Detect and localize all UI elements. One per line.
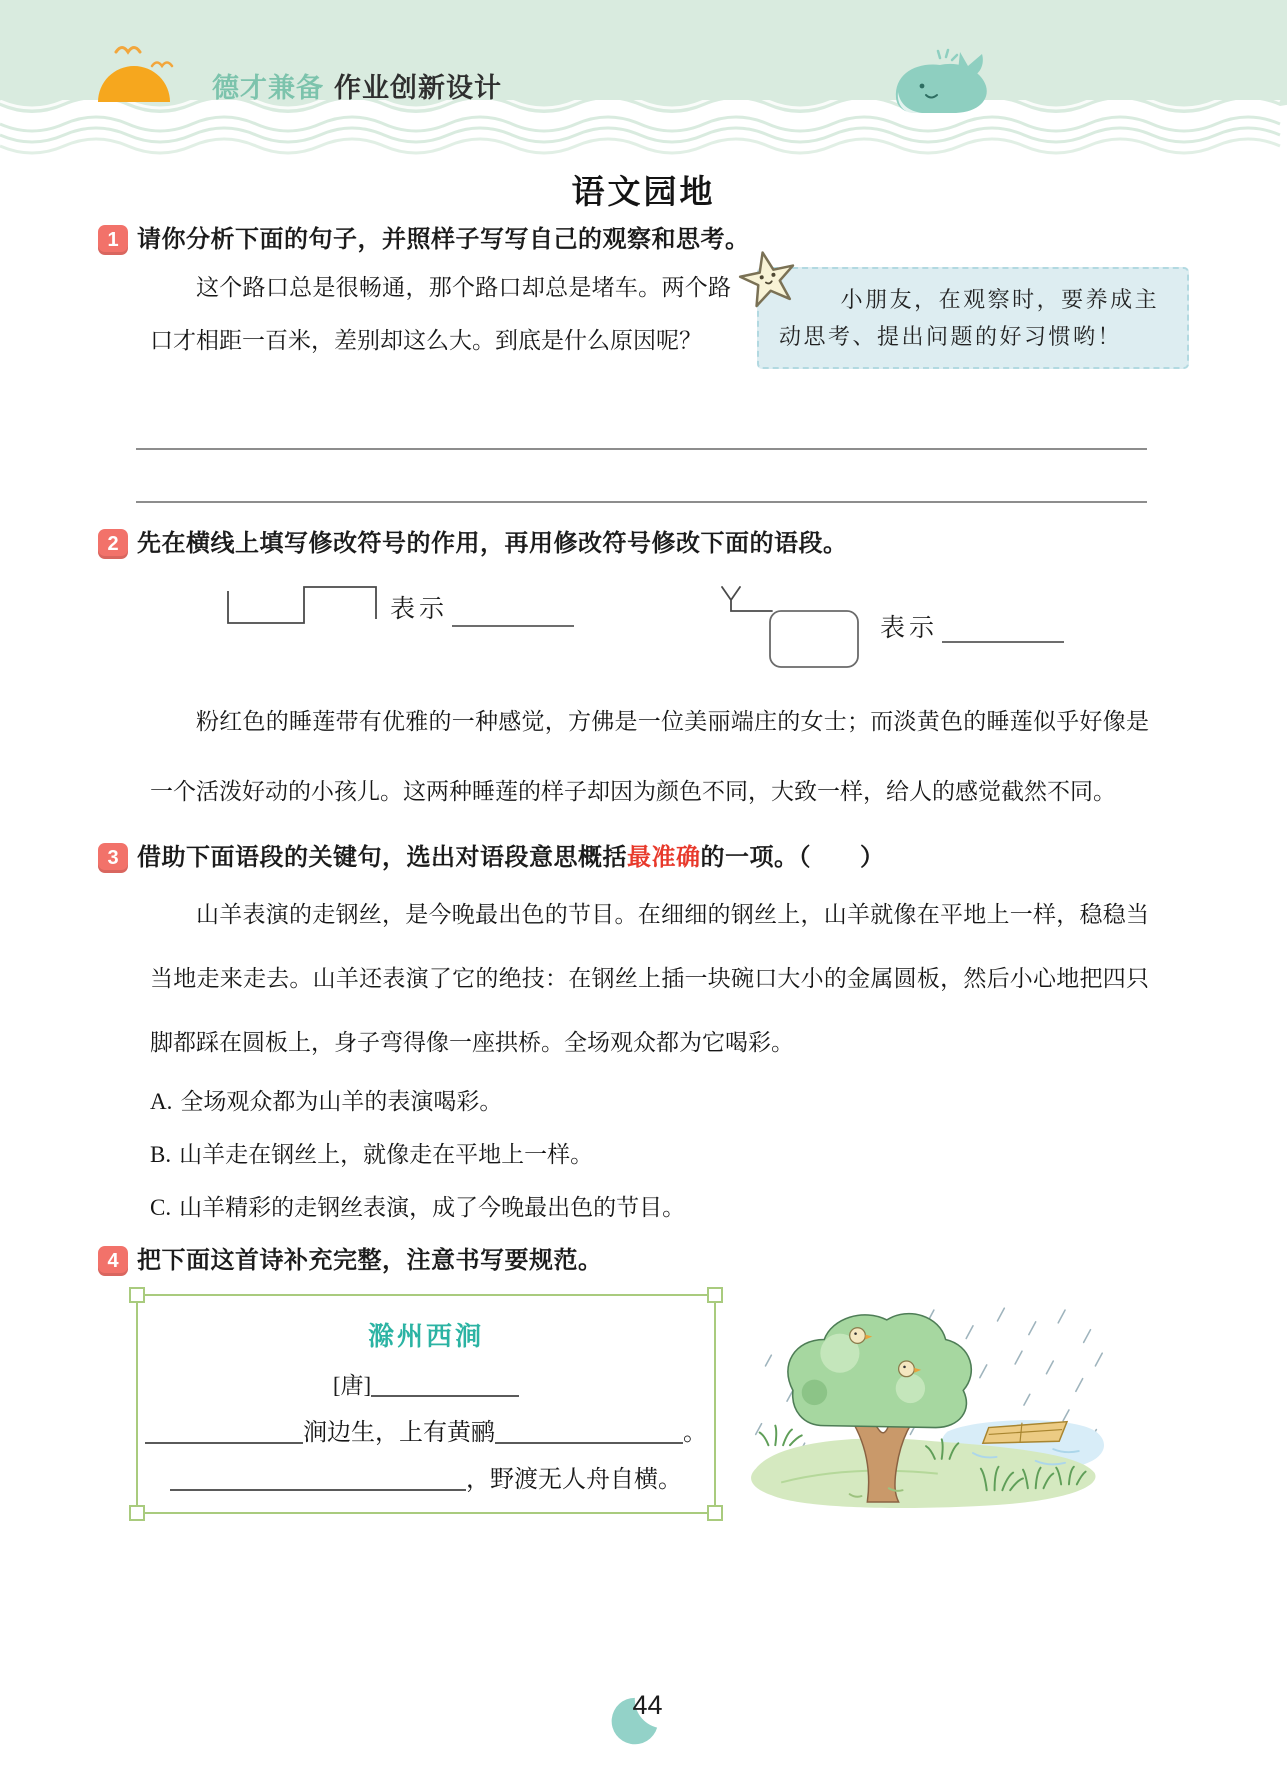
worksheet-content bbox=[0, 223, 1287, 1522]
symbol-meaning-blank[interactable] bbox=[942, 611, 1064, 643]
brand bbox=[212, 66, 502, 105]
header-waves-decoration bbox=[0, 100, 1287, 156]
poem-illustration bbox=[742, 1294, 1114, 1522]
option-label: A. bbox=[150, 1089, 173, 1114]
poem-frame-corner bbox=[129, 1287, 145, 1303]
option-text: 山羊走在钢丝上，就像走在平地上一样。 bbox=[179, 1142, 594, 1167]
question-number-badge: 2 bbox=[98, 529, 128, 559]
delete-symbol-icon bbox=[714, 583, 868, 671]
poem-text: 。 bbox=[683, 1420, 707, 1446]
option-row-c bbox=[150, 1181, 1189, 1234]
example-paragraph: 这个路口总是很畅通，那个路口却总是堵车。两个路口才相距一百米，差别却这么大。到底是什么原因呢？ bbox=[150, 275, 731, 353]
poem-frame-corner bbox=[707, 1287, 723, 1303]
question-3-heading bbox=[98, 841, 1189, 875]
poem-frame-corner bbox=[129, 1505, 145, 1521]
star-mascot-icon bbox=[737, 247, 799, 309]
question-1-heading bbox=[98, 223, 1189, 257]
prompt-text-with-answer-bracket: 的一项。（ ） bbox=[700, 844, 885, 871]
poem-text: ，野渡无人舟自横。 bbox=[466, 1467, 682, 1493]
symbol-meaning-blank[interactable] bbox=[452, 595, 574, 627]
prompt-text: 借助下面语段的关键句，选出对语段意思概括 bbox=[137, 844, 627, 871]
brand-suffix: 作业创新设计 bbox=[334, 73, 502, 103]
question-1-body bbox=[98, 261, 1189, 383]
poem-blank[interactable] bbox=[170, 1462, 466, 1491]
question-prompt: 请你分析下面的句子，并照样子写写自己的观察和思考。 bbox=[137, 226, 750, 253]
option-label: C. bbox=[150, 1195, 172, 1220]
question-2 bbox=[98, 527, 1189, 827]
poem-line-2 bbox=[138, 1459, 714, 1494]
transpose-symbol-icon bbox=[226, 583, 378, 627]
answer-line-2[interactable] bbox=[136, 450, 1147, 503]
tip-bubble bbox=[757, 267, 1189, 369]
poem-dynasty: [唐] bbox=[332, 1373, 372, 1398]
question-prompt: 把下面这首诗补充完整，注意书写要规范。 bbox=[137, 1247, 603, 1274]
page-header bbox=[0, 0, 1287, 156]
question-prompt bbox=[137, 841, 885, 875]
whale-icon bbox=[882, 42, 1000, 116]
option-row-a bbox=[150, 1075, 1189, 1128]
poem-frame-corner bbox=[707, 1505, 723, 1521]
page-number: 44 bbox=[632, 1690, 663, 1720]
question-number-badge: 1 bbox=[98, 225, 128, 255]
tip-text: 小朋友，在观察时，要养成主动思考、提出问题的好习惯哟！ bbox=[779, 287, 1160, 349]
sun-logo-icon bbox=[86, 36, 216, 102]
answer-line-1[interactable] bbox=[136, 397, 1147, 450]
poem-box bbox=[136, 1294, 716, 1514]
delete-symbol-group bbox=[714, 583, 1064, 671]
transpose-symbol-group bbox=[226, 583, 574, 627]
question-prompt: 先在横线上填写修改符号的作用，再用修改符号修改下面的语段。 bbox=[137, 530, 848, 557]
brand-name: 德才兼备 bbox=[212, 73, 324, 103]
page-footer bbox=[0, 1690, 1287, 1750]
option-row-b bbox=[150, 1128, 1189, 1181]
page-title: 语文园地 bbox=[571, 173, 716, 210]
question-2-passage: 粉红色的睡莲带有优雅的一种感觉，方佛是一位美丽端庄的女士；而淡黄色的睡莲似乎好像是一个活泼好动的小孩儿。这两种睡莲的样子却因为颜色不同，大致一样，给人的感觉截然不同。 bbox=[150, 709, 1149, 804]
question-3 bbox=[98, 841, 1189, 1234]
question-3-passage: 山羊表演的走钢丝，是今晚最出色的节目。在细细的钢丝上，山羊就像在平地上一样，稳稳当当地走来走去。山羊还表演了它的绝技：在钢丝上插一块碗口大小的金属圆板，然后小心地把四只脚都踩在圆板上，身子弯得像一座拱桥。全场观众都为它喝彩。 bbox=[150, 902, 1149, 1055]
option-text: 山羊精彩的走钢丝表演，成了今晚最出色的节目。 bbox=[179, 1195, 686, 1220]
option-label: B. bbox=[150, 1142, 172, 1167]
symbol-label: 表示 bbox=[880, 615, 939, 642]
option-text: 全场观众都为山羊的表演喝彩。 bbox=[180, 1089, 503, 1114]
question-4-heading bbox=[98, 1244, 1189, 1278]
poem-title: 滁州西涧 bbox=[367, 1321, 484, 1351]
prompt-highlight: 最准确 bbox=[627, 844, 701, 871]
question-1 bbox=[98, 223, 1189, 503]
symbol-label: 表示 bbox=[390, 596, 449, 623]
poem-line-1 bbox=[138, 1412, 714, 1447]
poem-blank[interactable] bbox=[145, 1415, 303, 1444]
question-number-badge: 3 bbox=[98, 843, 128, 873]
poem-blank[interactable] bbox=[495, 1415, 683, 1444]
question-2-heading bbox=[98, 527, 1189, 561]
poem-author-line bbox=[138, 1367, 714, 1400]
poem-text: 涧边生，上有黄鹂 bbox=[303, 1420, 495, 1446]
editing-symbols-row bbox=[226, 583, 1189, 671]
question-4 bbox=[98, 1244, 1189, 1522]
question-number-badge: 4 bbox=[98, 1246, 128, 1276]
poem-author-blank[interactable] bbox=[371, 1368, 519, 1397]
